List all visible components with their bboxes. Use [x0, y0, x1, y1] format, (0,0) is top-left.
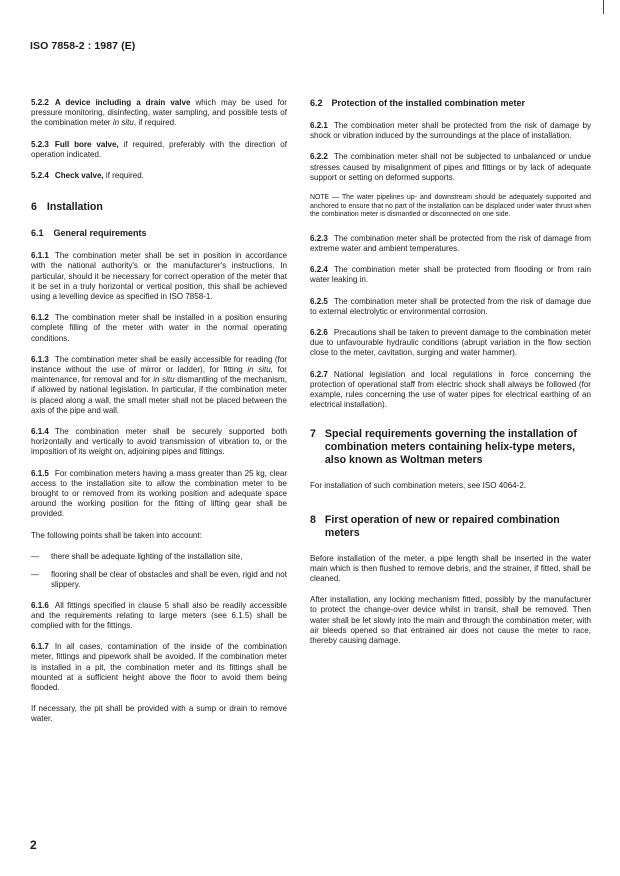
clause-6-2-4: 6.2.4 The combination meter shall be protected from flooding or from rain water leaking in.	[310, 265, 591, 285]
clause-5-2-3: 5.2.3 Full bore valve, if required, preferably with the direction of operation indicated.	[31, 139, 287, 159]
pit-drain-paragraph: If necessary, the pit shall be provided with a sump or drain to remove water.	[31, 704, 287, 724]
section-7-paragraph: For installation of such combination meters, see ISO 4064-2.	[310, 481, 527, 491]
clause-5-2-2: 5.2.2 A device including a drain valve which may be used for pressure monitoring, disinfecting, water sampling, and possible tests of the combination meter in situ, if required.	[31, 98, 287, 128]
clause-6-1-5: 6.1.5 For combination meters having a mass greater than 25 kg, clear access to the installation site to allow the combination meter to be brought to or removed from its working position and adequate space around the working position for the fitting of lifting gear shall be provided.	[31, 468, 287, 519]
standard-header: ISO 7858-2 : 1987 (E)	[30, 40, 136, 52]
left-column	[31, 98, 287, 736]
page-number: 2	[30, 838, 37, 852]
section-8-paragraph-1: Before installation of the meter, a pipe length shall be inserted in the water main which is then flushed to remove debris, and the strainer, if fitted, shall be cleaned.	[310, 553, 591, 584]
clause-6-1-6: 6.1.6 All fittings specified in clause 5 shall also be readily accessible and the requirements relating to large meters (see 6.1.5) shall be complied with for the fittings.	[31, 600, 287, 630]
clause-6-1-2: 6.1.2 The combination meter shall be installed in a position ensuring complete filling of the meter with water in the normal operating conditions.	[31, 313, 287, 343]
section-7-heading: 7 Special requirements governing the installation of combination meters containing helix-type meters, also known as Woltman meters	[310, 428, 577, 467]
page-edge-mark	[603, 0, 604, 14]
list-item: — there shall be adequate lighting of the installation site,	[31, 552, 287, 562]
section-6-2-heading: 6.2 Protection of the installed combination meter	[310, 98, 526, 108]
right-column	[310, 98, 591, 657]
points-intro: The following points shall be taken into account:	[31, 530, 202, 540]
clause-6-1-4: 6.1.4 The combination meter shall be securely supported both horizontally and vertically to avoid transmission of vibration to, or the imposition of its weight on, adjoining pipes and fittings.	[31, 427, 287, 457]
clause-6-1-7: 6.1.7 In all cases, contamination of the inside of the combination meter, fittings and pipework shall be avoided. If the combination meter is installed in a pit, the combination meter and its fittings shall be mounted at a sufficient height above the floor to avoid them being flooded.	[31, 642, 287, 692]
section-6-1-heading: 6.1 General requirements	[31, 228, 147, 239]
clause-6-2-5: 6.2.5 The combination meter shall be protected from the risk of damage due to external electrolytic or environmental corrosion.	[310, 296, 591, 316]
list-item: — flooring shall be clear of obstacles and shall be even, rigid and not slippery.	[31, 570, 287, 590]
note-pipelines: NOTE — The water pipelines up- and downstream should be adequately supported and anchored to ensure that no part of the installation can be displaced under water thrust when the combination meter is dismantled or disconnected on one side.	[310, 194, 591, 219]
clause-6-1-3: 6.1.3 The combination meter shall be easily accessible for reading (for instance without the use of mirror or ladder), for fitting in situ, for maintenance, for removal and for in situ dismantling of the mechanism, if allowed by national legislation. In particular, if the combination meter is placed along a wall, the small meter shall not be placed between the axis of the pipe and wall.	[31, 354, 288, 415]
section-8-heading: 8 First operation of new or repaired combination meters	[310, 513, 560, 539]
section-6-heading: 6 Installation	[31, 201, 103, 214]
clause-6-2-2: 6.2.2 The combination meter shall not be subjected to unbalanced or undue stresses caused by misalignment of pipes and fittings or by lack of adequate support or setting on deformed supports.	[310, 152, 591, 182]
points-list	[31, 552, 287, 591]
clause-6-2-3: 6.2.3 The combination meter shall be protected from the risk of damage from extreme water and ambient temperatures.	[310, 233, 591, 253]
clause-6-1-1: 6.1.1 The combination meter shall be set in position in accordance with the national authority's or the manufacturer's instructions. In particular, should it be necessary for correct operation of the meter that it be set in a truly horizontal or vertical position, this shall be achieved using a levelling device as specified in ISO 7858-1.	[31, 251, 287, 302]
section-8-paragraph-2: After installation, any locking mechanism fitted, possibly by the manufacturer to protect the change-over device whilst in transit, shall be removed. Then water shall be let slowly into the main and through the combination meter, with air bleeds opened so that entrained air does not cause the meter to race, thereby causing damage.	[310, 595, 591, 646]
clause-6-2-6: 6.2.6 Precautions shall be taken to prevent damage to the combination meter due to unfavourable hydraulic conditions (abrupt variation in the flow section close to the meter, cavitation, surging and water hammer).	[310, 328, 591, 358]
clause-6-2-7: 6.2.7 National legislation and local regulations in force concerning the protection of operational staff from electric shock shall always be followed (for example, rules concerning the use of water pipes for electrical earthing of an electrical installation).	[310, 369, 591, 410]
clause-5-2-4: 5.2.4 Check valve, if required.	[31, 171, 144, 181]
clause-6-2-1: 6.2.1 The combination meter shall be protected from the risk of damage by shock or vibration induced by the surroundings at the place of installation.	[310, 121, 591, 141]
